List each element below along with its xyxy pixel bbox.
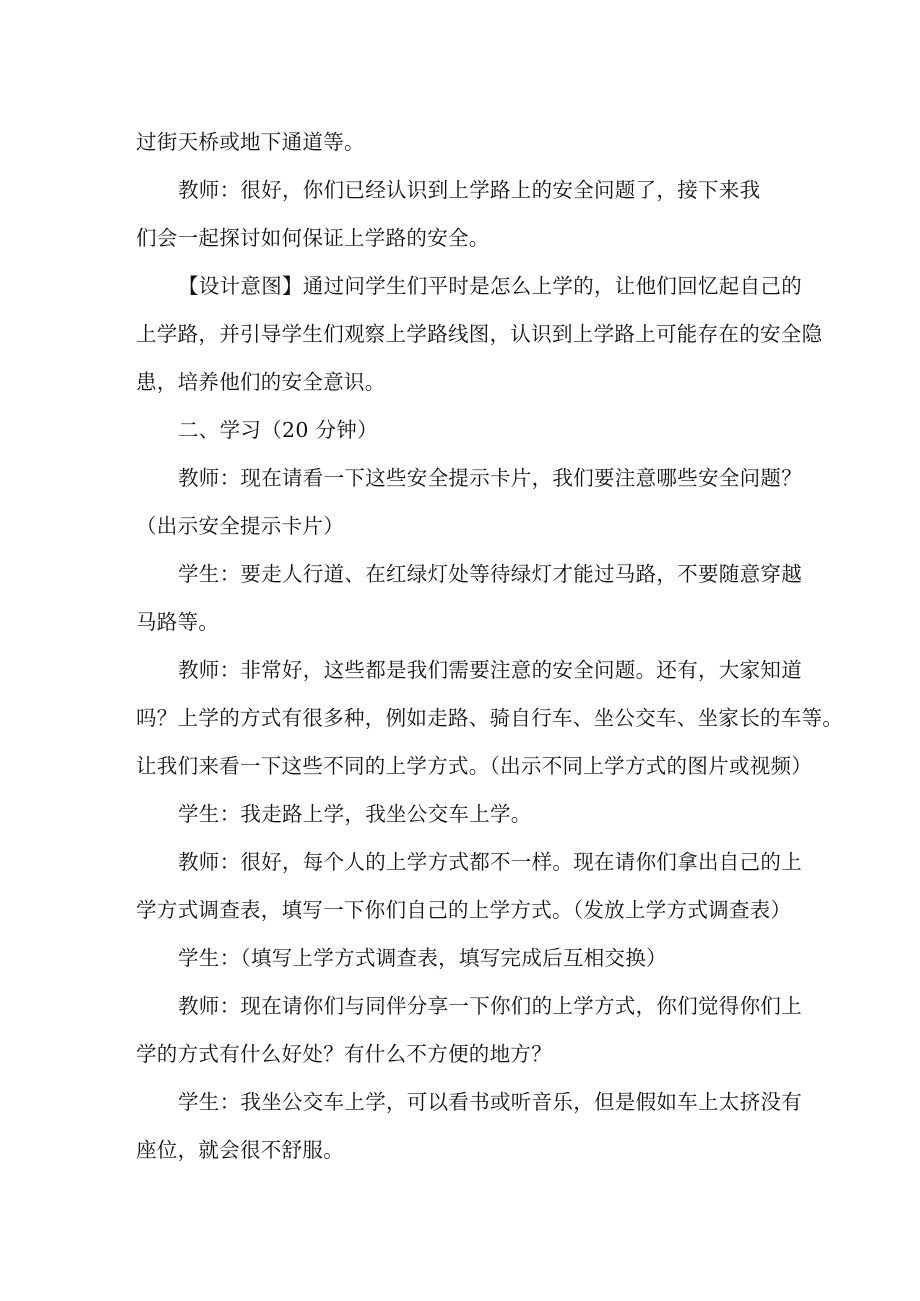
- text-line-20: 学的方式有什么好处？有什么不方便的地方？: [136, 1042, 552, 1066]
- text-line-10: 学生：要走人行道、在红绿灯处等待绿灯才能过马路，不要随意穿越: [178, 562, 802, 586]
- text-line-13: 吗？上学的方式有很多种，例如走路、骑自行车、坐公交车、坐家长的车等。: [136, 706, 844, 730]
- text-line-15: 学生：我走路上学，我坐公交车上学。: [178, 802, 532, 826]
- section-heading: 二、学习（20 分钟）: [178, 418, 378, 442]
- text-line-8: 教师：现在请看一下这些安全提示卡片，我们要注意哪些安全问题？: [178, 466, 802, 490]
- text-line-4: 【设计意图】通过问学生们平时是怎么上学的，让他们回忆起自己的: [178, 274, 802, 298]
- text-line-11: 马路等。: [136, 610, 220, 634]
- text-line-1: 过街天桥或地下通道等。: [136, 130, 365, 154]
- text-line-12: 教师：非常好，这些都是我们需要注意的安全问题。还有，大家知道: [178, 658, 802, 682]
- text-line-22: 座位，就会很不舒服。: [136, 1138, 344, 1162]
- text-line-16: 教师：很好，每个人的上学方式都不一样。现在请你们拿出自己的上: [178, 850, 802, 874]
- text-line-3: 们会一起探讨如何保证上学路的安全。: [136, 226, 490, 250]
- text-line-18: 学生：（填写上学方式调查表，填写完成后互相交换）: [178, 946, 667, 970]
- text-line-6: 患，培养他们的安全意识。: [136, 370, 386, 394]
- text-line-21: 学生：我坐公交车上学，可以看书或听音乐，但是假如车上太挤没有: [178, 1090, 802, 1114]
- text-line-2: 教师：很好，你们已经认识到上学路上的安全问题了，接下来我: [178, 178, 761, 202]
- text-line-5: 上学路，并引导学生们观察上学路线图，认识到上学路上可能存在的安全隐: [136, 322, 823, 346]
- text-line-14: 让我们来看一下这些不同的上学方式。（出示不同上学方式的图片或视频）: [136, 754, 813, 778]
- text-line-9: （出示安全提示卡片）: [136, 514, 344, 538]
- text-line-17: 学方式调查表，填写一下你们自己的上学方式。（发放上学方式调查表）: [136, 898, 792, 922]
- text-line-19: 教师：现在请你们与同伴分享一下你们的上学方式，你们觉得你们上: [178, 994, 802, 1018]
